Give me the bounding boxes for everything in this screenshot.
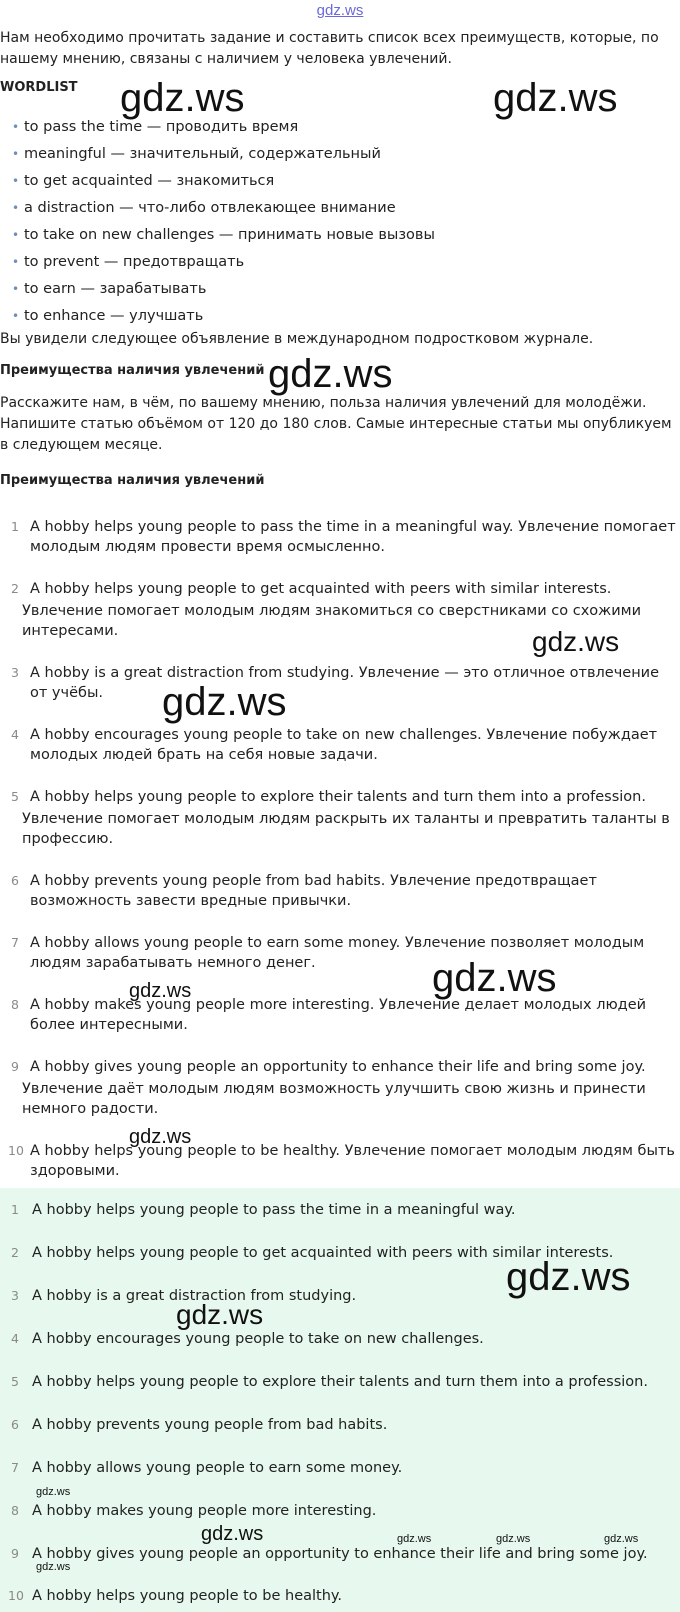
wordlist-item: • to enhance — улучшать: [12, 308, 204, 324]
bullet-icon: •: [12, 120, 20, 134]
answer-item: 5 A hobby helps young people to explore their talents and turn them into a profession.: [11, 1374, 648, 1390]
answer-item: 3 A hobby is a great distraction from studying.: [11, 1288, 357, 1304]
bullet-icon: •: [12, 282, 20, 296]
list-item: 3 A hobby is a great distraction from studying. Увлечение — это отличное отвлечение от учёбы.: [11, 665, 660, 701]
section-heading: Преимущества наличия увлечений: [0, 473, 265, 488]
bullet-icon: •: [12, 255, 20, 269]
answer-item: 9 A hobby gives young people an opportunity to enhance their life and bring some joy.: [11, 1546, 648, 1562]
wordlist-item: • meaningful — значительный, содержательный: [12, 146, 381, 162]
watermark: gdz.ws: [120, 76, 245, 120]
watermark: gdz.ws: [506, 1255, 631, 1299]
answer-item: 7 A hobby allows young people to earn some money.: [11, 1460, 403, 1476]
answer-item: 2 A hobby helps young people to get acquainted with peers with similar interests.: [11, 1245, 614, 1261]
watermark: gdz.ws: [496, 1533, 531, 1545]
watermark: gdz.ws: [493, 76, 618, 120]
bullet-icon: •: [12, 309, 20, 323]
wordlist-title: WORDLIST: [0, 80, 78, 95]
wordlist-item: • to earn — зарабатывать: [12, 281, 207, 297]
watermark: gdz.ws: [201, 1523, 264, 1545]
list-item: 6 A hobby prevents young people from bad habits. Увлечение предотвращает возможность завести вредные привычки.: [11, 873, 597, 909]
list-item: 8 A hobby makes young people more interesting. Увлечение делает молодых людей более интересными.: [11, 997, 647, 1033]
watermark: gdz.ws: [268, 352, 393, 396]
list-item: 4 A hobby encourages young people to take on new challenges. Увлечение побуждает молодых людей брать на себя новые задачи.: [11, 727, 658, 763]
wordlist-item: • to take on new challenges — принимать новые вызовы: [12, 227, 435, 243]
watermark: gdz.ws: [162, 680, 287, 724]
watermark: gdz.ws: [604, 1533, 639, 1545]
watermark: gdz.ws: [532, 626, 620, 657]
watermark: gdz.ws: [432, 956, 557, 1000]
ad-text: Расскажите нам, в чём, по вашему мнению, польза наличия увлечений для молодёжи. Напишите статью объёмом от 120 до 180 слов. Самые интересные статьи мы опубликуем в следующем месяце.: [0, 395, 672, 453]
watermark: gdz.ws: [36, 1486, 71, 1498]
bullet-icon: •: [12, 147, 20, 161]
wordlist-item: • a distraction — что-либо отвлекающее внимание: [12, 200, 396, 216]
list-item: 10 A hobby helps young people to be healthy. Увлечение помогает молодым людям быть здоровыми.: [8, 1143, 675, 1179]
ad-intro: Вы увидели следующее объявление в международном подростковом журнале.: [0, 331, 594, 347]
intro-text: Нам необходимо прочитать задание и составить список всех преимуществ, которые, по нашему мнению, связаны с наличием у человека увлечений.: [0, 30, 659, 67]
bullet-icon: •: [12, 201, 20, 215]
watermark: gdz.ws: [176, 1299, 264, 1330]
answer-item: 4 A hobby encourages young people to take on new challenges.: [11, 1331, 484, 1347]
bullet-icon: •: [12, 174, 20, 188]
watermark: gdz.ws: [129, 980, 192, 1002]
list-item: 5 A hobby helps young people to explore their talents and turn them into a profession. Увлечение помогает молодым людям раскрыть их таланты и превратить таланты в профессию.: [11, 789, 670, 847]
answer-item: 1 A hobby helps young people to pass the time in a meaningful way.: [11, 1202, 516, 1218]
wordlist-item: • to get acquainted — знакомиться: [12, 173, 275, 189]
answer-item: 8 A hobby makes young people more interesting.: [11, 1503, 377, 1519]
answer-item: 10 A hobby helps young people to be healthy.: [8, 1588, 343, 1604]
section-heading: Преимущества наличия увлечений: [0, 363, 265, 378]
bullet-icon: •: [12, 228, 20, 242]
watermark: gdz.ws: [36, 1561, 71, 1573]
list-item: 2 A hobby helps young people to get acquainted with peers with similar interests. Увлечение помогает молодым людям знакомиться со сверстниками со схожими интересами.: [11, 581, 641, 639]
watermark: gdz.ws: [397, 1533, 432, 1545]
list-item: 1 A hobby helps young people to pass the time in a meaningful way. Увлечение помогает молодым людям провести время осмысленно.: [11, 519, 676, 555]
list-item: 7 A hobby allows young people to earn some money. Увлечение позволяет молодым людям зарабатывать немного денег.: [11, 935, 645, 971]
wordlist-item: • to pass the time — проводить время: [12, 119, 299, 135]
top-watermark-link[interactable]: gdz.ws: [316, 2, 364, 19]
answer-item: 6 A hobby prevents young people from bad habits.: [11, 1417, 388, 1433]
list-item: 9 A hobby gives young people an opportunity to enhance their life and bring some joy. Увлечение даёт молодым людям возможность улучшить свою жизнь и принести немного радости.: [11, 1059, 646, 1117]
wordlist-item: • to prevent — предотвращать: [12, 254, 245, 270]
watermark: gdz.ws: [129, 1126, 192, 1148]
